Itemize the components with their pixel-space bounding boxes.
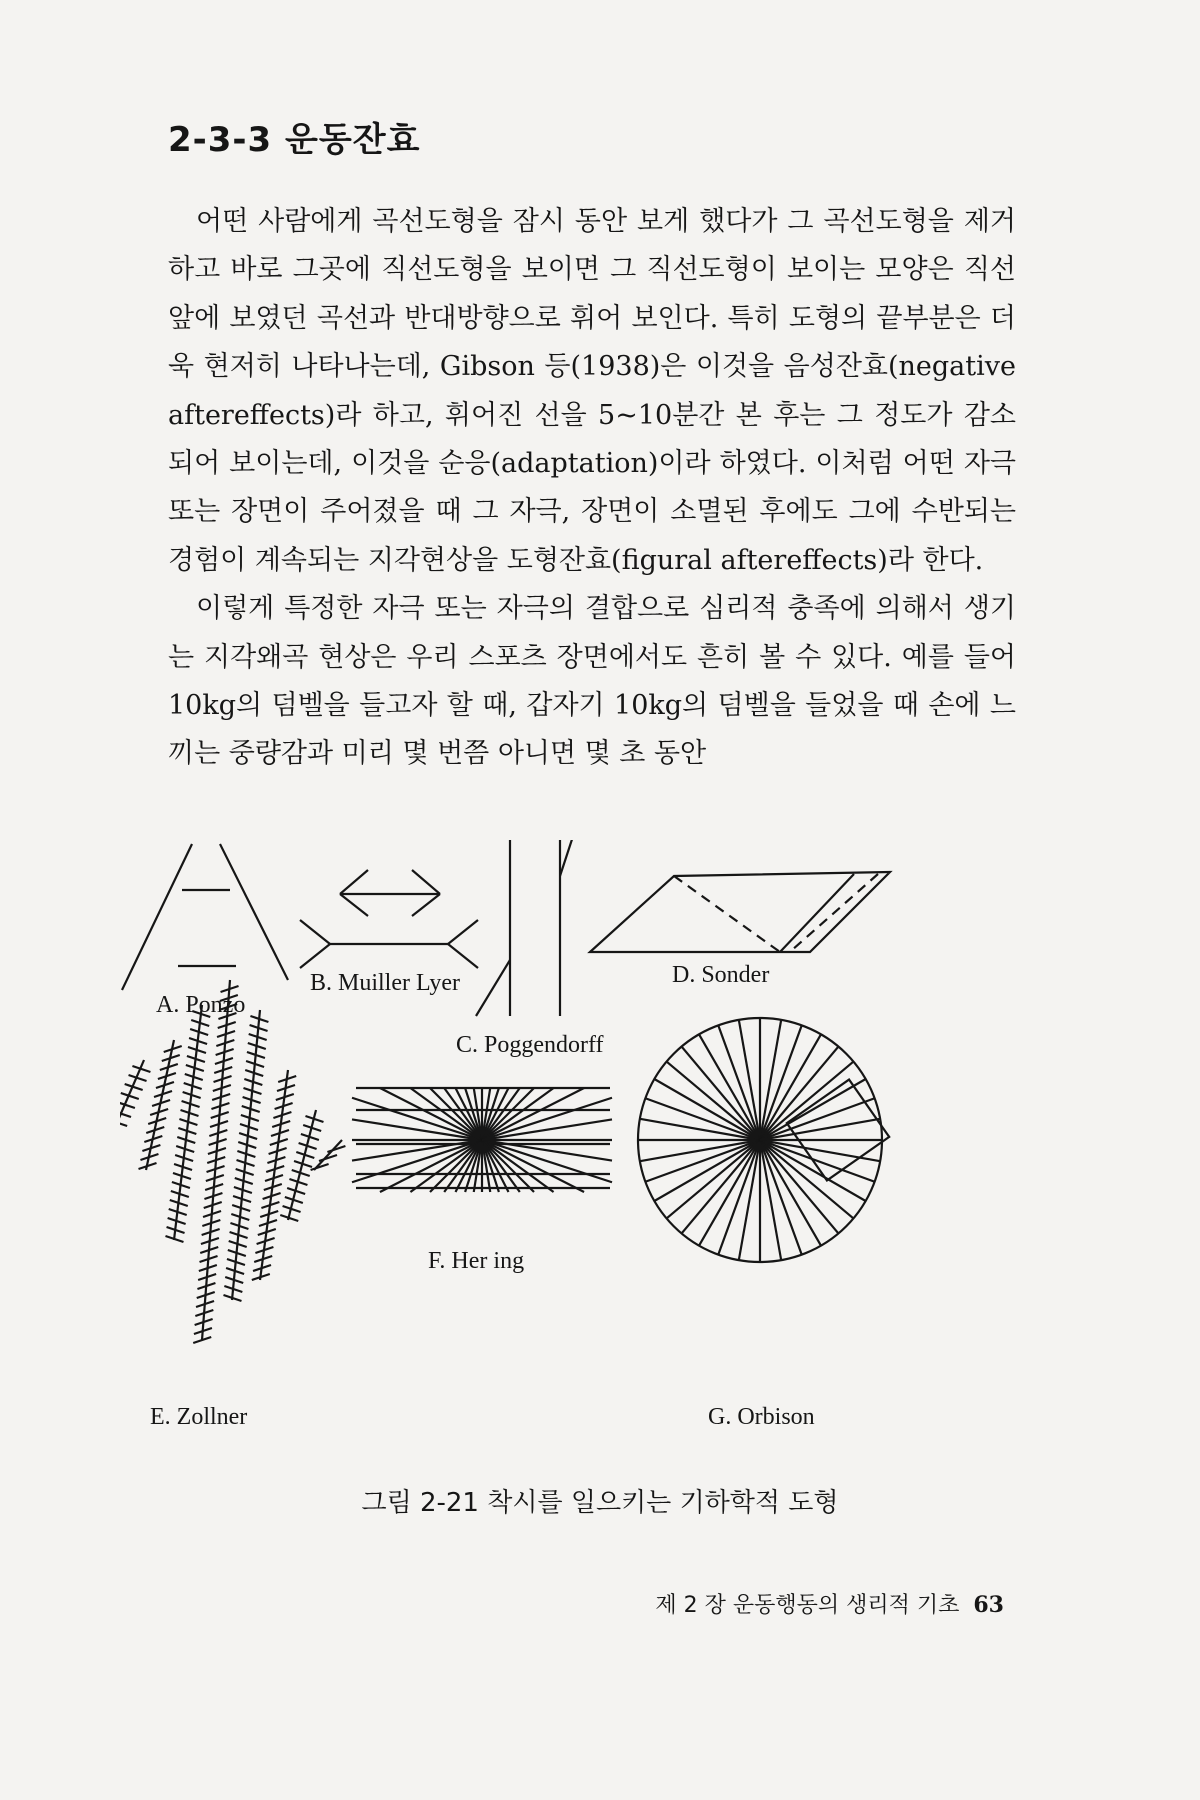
- figure-caption: 그림 2-21 착시를 일으키는 기하학적 도형: [361, 1488, 839, 1518]
- zollner-label: E. Zollner: [150, 1404, 248, 1430]
- sander-label: D. Sonder: [672, 962, 770, 988]
- muller-lyer-illusion: [300, 870, 478, 996]
- poggendorff-illusion: [456, 840, 604, 1058]
- hering-label: F. Her ing: [428, 1248, 525, 1274]
- orbison-label: G. Orbison: [708, 1404, 815, 1430]
- muller-lyer-label: B. Muiller Lyer: [310, 970, 460, 996]
- body-text: [168, 198, 1016, 779]
- chapter-title: 제 2 장 운동행동의 생리적 기초: [655, 1593, 960, 1618]
- poggendorff-label: C. Poggendorff: [456, 1032, 604, 1058]
- ponzo-illusion: [122, 844, 288, 1018]
- paragraph-1: 어떤 사람에게 곡선도형을 잠시 동안 보게 했다가 그 곡선도형을 제거하고 바로 그곳에 직선도형을 보이면 그 직선도형이 보이는 모양은 직선 앞에 보였던 곡선과 반대방향으로 휘어 보인다. 특히 도형의 끝부분은 더욱 현저히 나타나는데, Gibson 등(1938)은 이것을 음성잔효(negative aftereffects)라 하고, 휘어진 선을 5~10분간 본 후는 그 정도가 감소되어 보이는데, 이것을 순응(adaptation)이라 하였다. 이처럼 어떤 자극 또는 장면이 주어졌을 때 그 자극, 장면이 소멸된 후에도 그에 수반되는 경험이 계속되는 지각현상을 도형잔효(figural aftereffects)라 한다.: [168, 206, 1016, 576]
- page-number: 63: [973, 1592, 1004, 1618]
- zollner-illusion: [120, 980, 345, 1343]
- sander-illusion: [590, 872, 890, 988]
- ponzo-label: A. Ponzo: [156, 992, 246, 1018]
- paragraph-2: 이렇게 특정한 자극 또는 자극의 결합으로 심리적 충족에 의해서 생기는 지각왜곡 현상은 우리 스포츠 장면에서도 흔히 볼 수 있다. 예를 들어 10kg의 덤벨을 들고자 할 때, 갑자기 10kg의 덤벨을 들었을 때 손에 느끼는 중량감과 미리 몇 번쯤 아니면 몇 초 동안: [168, 593, 1016, 770]
- section-title: 2-3-3 운동잔효: [168, 120, 421, 160]
- orbison-illusion: [638, 1018, 889, 1262]
- illusion-figure: [120, 840, 1040, 1450]
- hering-illusion: [352, 1088, 612, 1192]
- page-footer: [655, 1588, 1004, 1619]
